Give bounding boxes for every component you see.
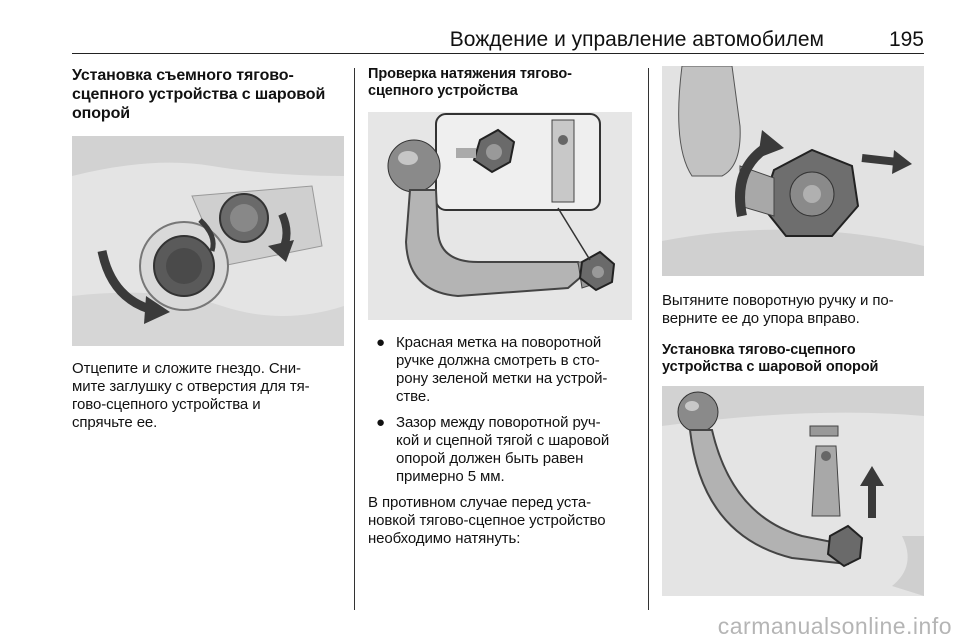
list-item [368,334,636,406]
text-line: необходимо натянуть: [368,530,521,547]
text-line: Красная метка на поворотной [396,334,602,351]
install-hitch-illustration [662,386,924,596]
section-heading-removable-hitch [72,66,344,123]
heading-line: устройства с шаровой опорой [662,359,879,375]
column-divider-2 [648,68,649,610]
knob-pull-illustration [662,66,924,276]
socket-illustration [72,136,344,346]
text-line: Вытяните поворотную ручку и по- [662,292,894,309]
paragraph-remove-socket [72,360,344,432]
column-left-body [72,360,344,432]
paragraph-pull-knob [662,292,924,328]
text-line: новкой тягово-сцепное устройство [368,512,606,529]
bullet-icon: ● [376,334,385,351]
heading-line: Установка тягово-сцепного [662,342,856,358]
text-line: Зазор между поворотной руч- [396,414,601,431]
header-divider [72,53,924,54]
column-middle-body [368,334,636,548]
watermark: carmanualsonline.info [717,613,952,639]
column-divider-1 [354,68,355,610]
text-line: ручке должна смотреть в сто- [396,352,600,369]
text-line: мите заглушку с отверстия для тя- [72,378,310,395]
heading-line: Проверка натяжения тягово- [368,66,572,82]
check-list [368,334,636,486]
section-heading-install-hitch [662,342,924,376]
header-title: Вождение и управление автомобилем [449,28,824,51]
heading-line: опорой [72,105,130,122]
text-line: Отцепите и сложите гнездо. Сни- [72,360,301,377]
text-line: кой и сцепной тягой с шаровой [396,432,610,449]
text-line: примерно 5 мм. [396,468,505,485]
text-line: рону зеленой метки на устрой- [396,370,608,387]
heading-line: сцепного устройства с шаровой [72,86,326,103]
heading-line: сцепного устройства [368,83,518,99]
page-number: 195 [888,28,924,51]
section-heading-tension-check [368,66,636,100]
column-middle [368,66,636,100]
heading-line: Установка съемного тягово- [72,67,294,84]
text-line: опорой должен быть равен [396,450,584,467]
tension-check-illustration [368,112,632,320]
text-line: гово-сцепного устройства и [72,396,261,413]
column-right-body [662,292,924,376]
paragraph-otherwise [368,494,636,548]
bullet-icon: ● [376,414,385,431]
text-line: стве. [396,388,431,405]
text-line: спрячьте ее. [72,414,158,431]
text-line: верните ее до упора вправо. [662,310,860,327]
list-item [368,414,636,486]
page-header [72,28,924,56]
text-line: В противном случае перед уста- [368,494,592,511]
column-left [72,66,344,123]
